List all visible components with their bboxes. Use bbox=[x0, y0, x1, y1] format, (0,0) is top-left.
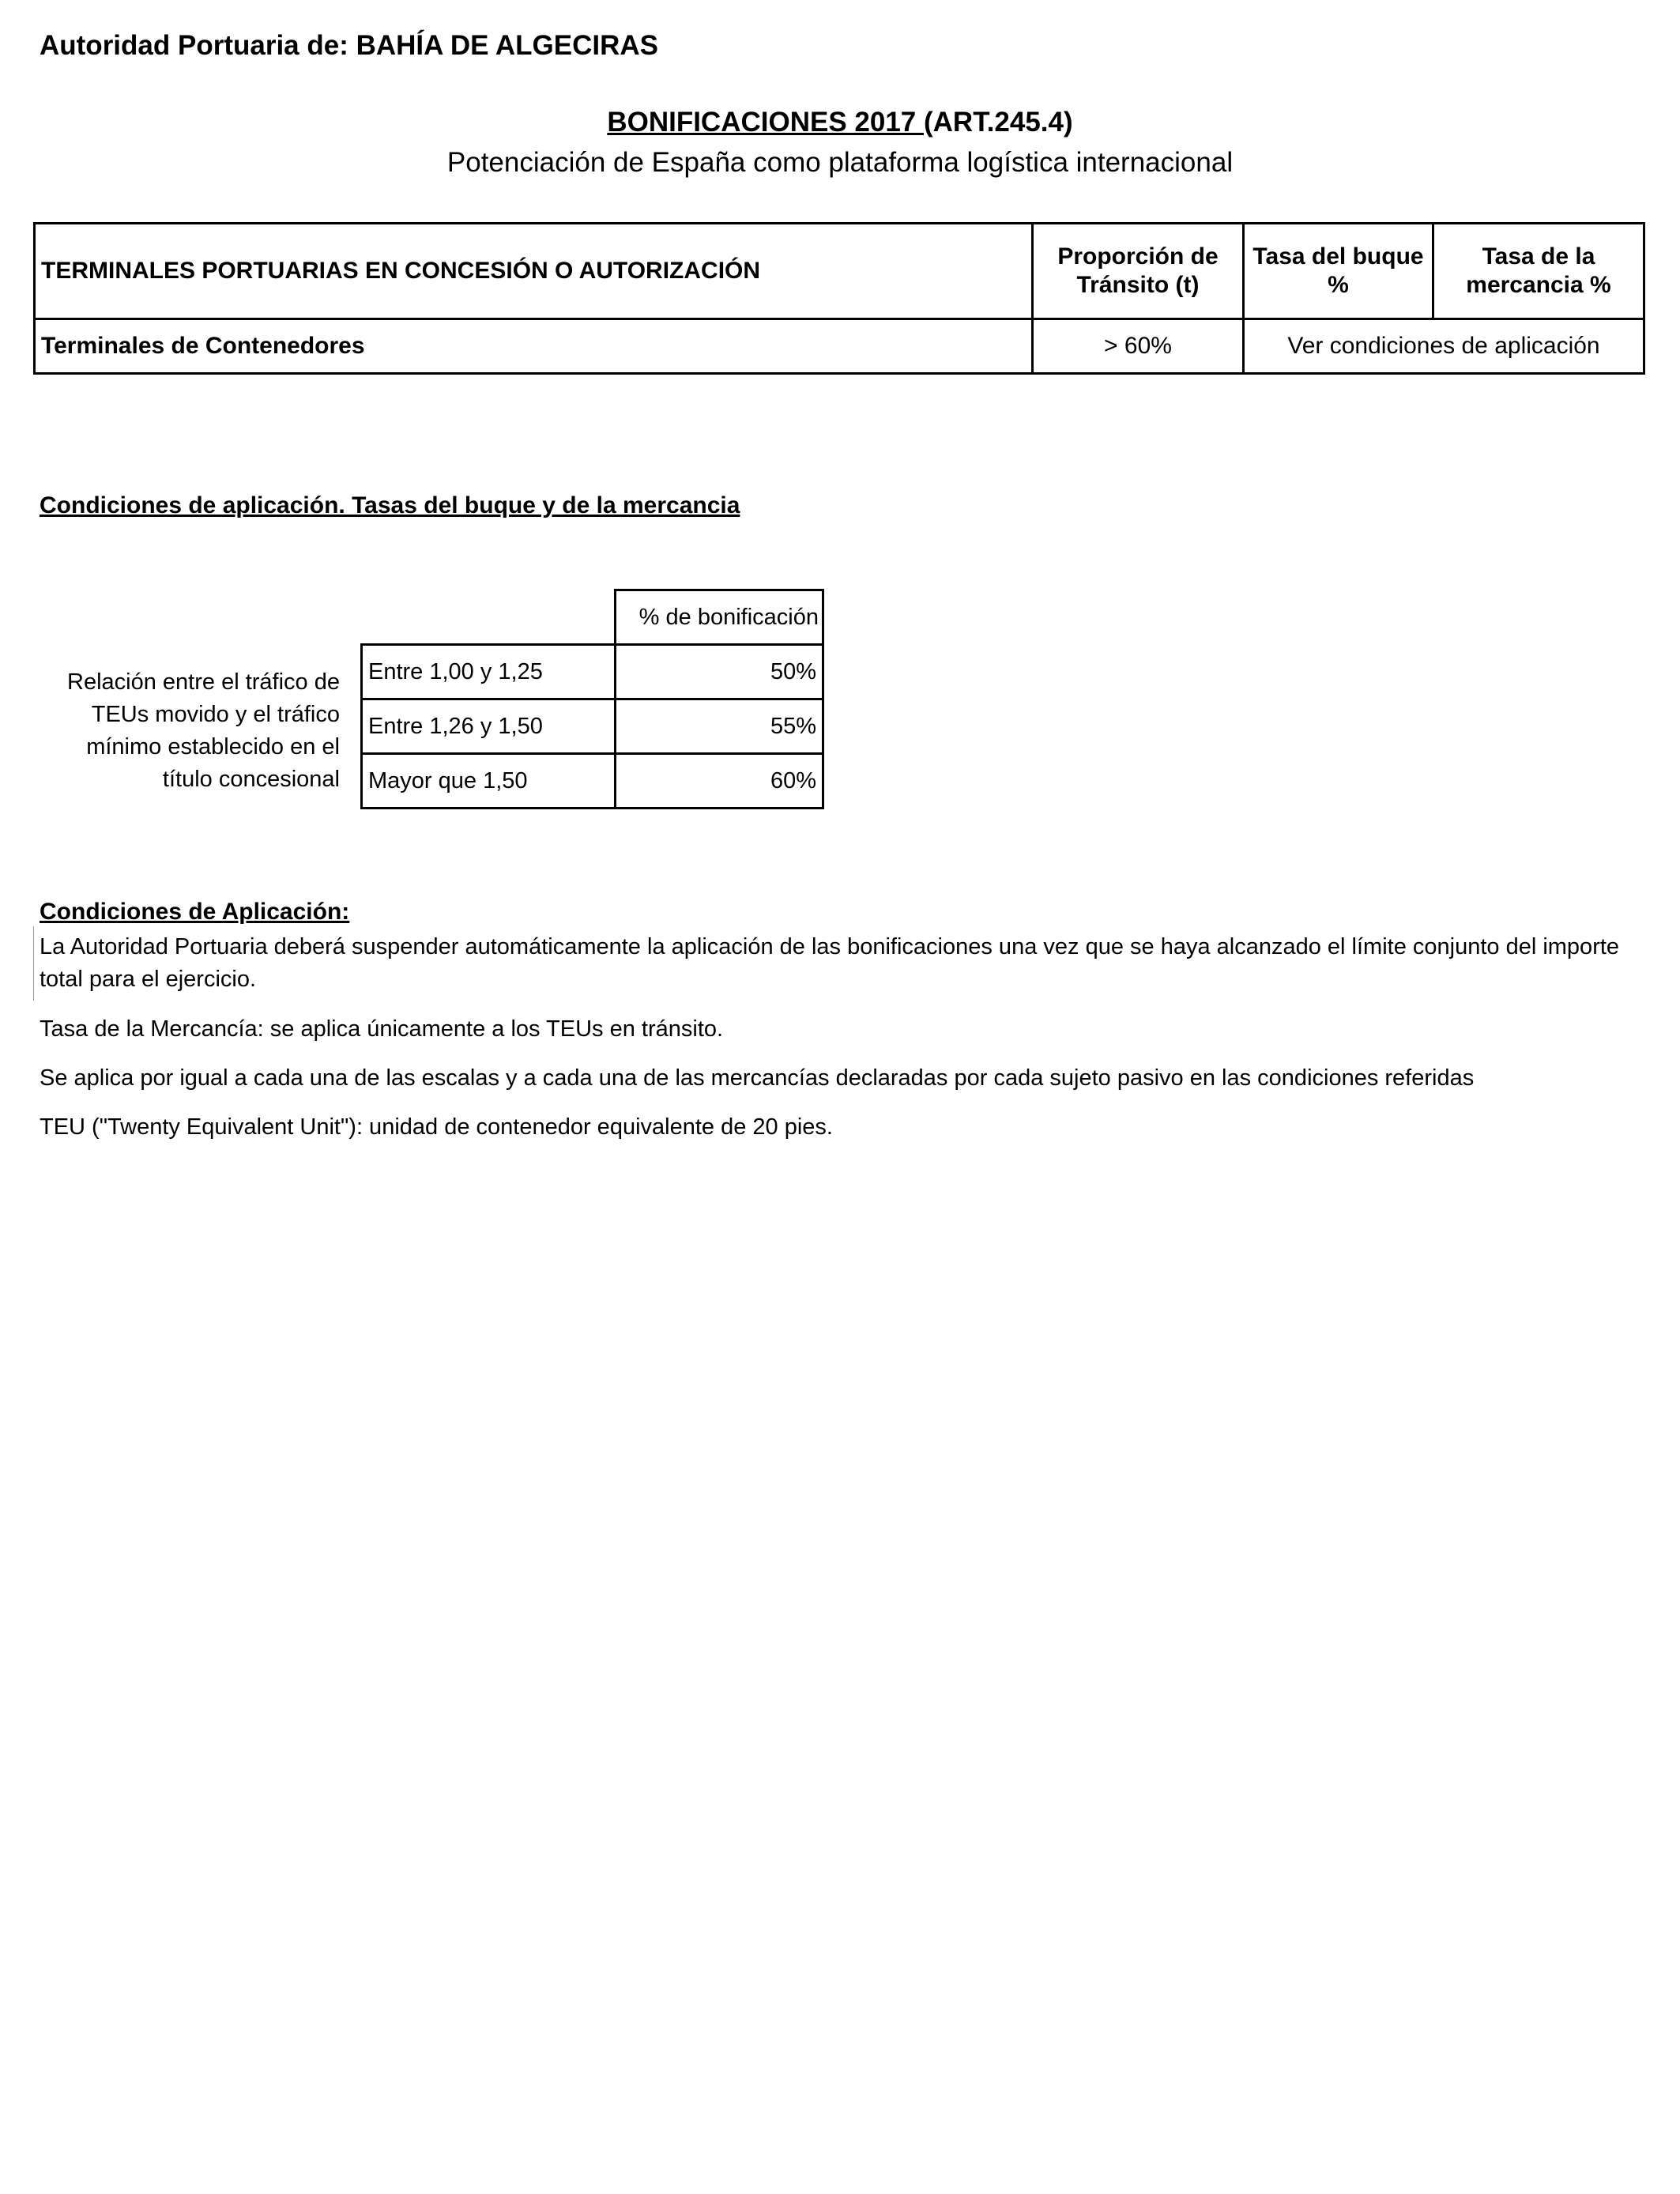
bonus-range: Entre 1,00 y 1,25 bbox=[362, 645, 616, 699]
bonus-range: Entre 1,26 y 1,50 bbox=[362, 699, 616, 754]
header-proportion: Proporción de Tránsito (t) bbox=[1033, 224, 1244, 319]
bonus-percent: 55% bbox=[616, 699, 823, 754]
header-ship-rate: Tasa del buque % bbox=[1244, 224, 1433, 319]
bonus-table-header bbox=[362, 590, 823, 645]
relation-label: Relación entre el tráfico de TEUs movido y el tráfico mínimo establecido en el título concesional bbox=[67, 669, 340, 792]
bonus-table bbox=[360, 589, 824, 809]
table-row bbox=[362, 699, 823, 754]
conditions-heading: Condiciones de aplicación. Tasas del buque y de la mercancia bbox=[40, 492, 740, 518]
cell-divider bbox=[33, 926, 34, 1001]
title-article: (ART.245.4) bbox=[923, 107, 1073, 138]
header-goods-rate: Tasa de la mercancia % bbox=[1433, 224, 1644, 319]
bonus-header-percent: % de bonificación bbox=[616, 590, 823, 645]
transit-proportion: > 60% bbox=[1033, 319, 1244, 374]
table-row bbox=[362, 645, 823, 699]
document-title bbox=[0, 107, 1680, 138]
bonus-percent: 50% bbox=[616, 645, 823, 699]
note-goods-rate: Tasa de la Mercancía: se aplica únicamente a los TEUs en tránsito. bbox=[40, 1016, 724, 1042]
terminal-name: Terminales de Contenedores bbox=[35, 319, 1033, 374]
bonus-percent: 60% bbox=[616, 754, 823, 809]
terminals-table-header bbox=[35, 224, 1644, 319]
table-row bbox=[35, 319, 1644, 374]
bonus-header-blank bbox=[362, 590, 616, 645]
rates-reference: Ver condiciones de aplicación bbox=[1244, 319, 1644, 374]
terminals-table bbox=[33, 222, 1645, 375]
note-teu-definition: TEU ("Twenty Equivalent Unit"): unidad de contenedor equivalente de 20 pies. bbox=[40, 1114, 833, 1140]
document-subtitle: Potenciación de España como plataforma logística internacional bbox=[446, 147, 1234, 178]
authority-heading: Autoridad Portuaria de: BAHÍA DE ALGECIRAS bbox=[40, 30, 659, 61]
application-heading: Condiciones de Aplicación: bbox=[40, 899, 350, 925]
note-equal-application: Se aplica por igual a cada una de las escalas y a cada una de las mercancías declaradas por cada sujeto pasivo en las condiciones referidas bbox=[40, 1065, 1475, 1091]
header-terminals: TERMINALES PORTUARIAS EN CONCESIÓN O AUTORIZACIÓN bbox=[35, 224, 1033, 319]
bonus-range: Mayor que 1,50 bbox=[362, 754, 616, 809]
table-row bbox=[362, 754, 823, 809]
note-suspension: La Autoridad Portuaria deberá suspender automáticamente la aplicación de las bonificaciones una vez que se haya alcanzado el límite conjunto del importe total para el ejercicio. bbox=[40, 934, 1620, 992]
title-underlined: BONIFICACIONES 2017 bbox=[607, 107, 924, 138]
